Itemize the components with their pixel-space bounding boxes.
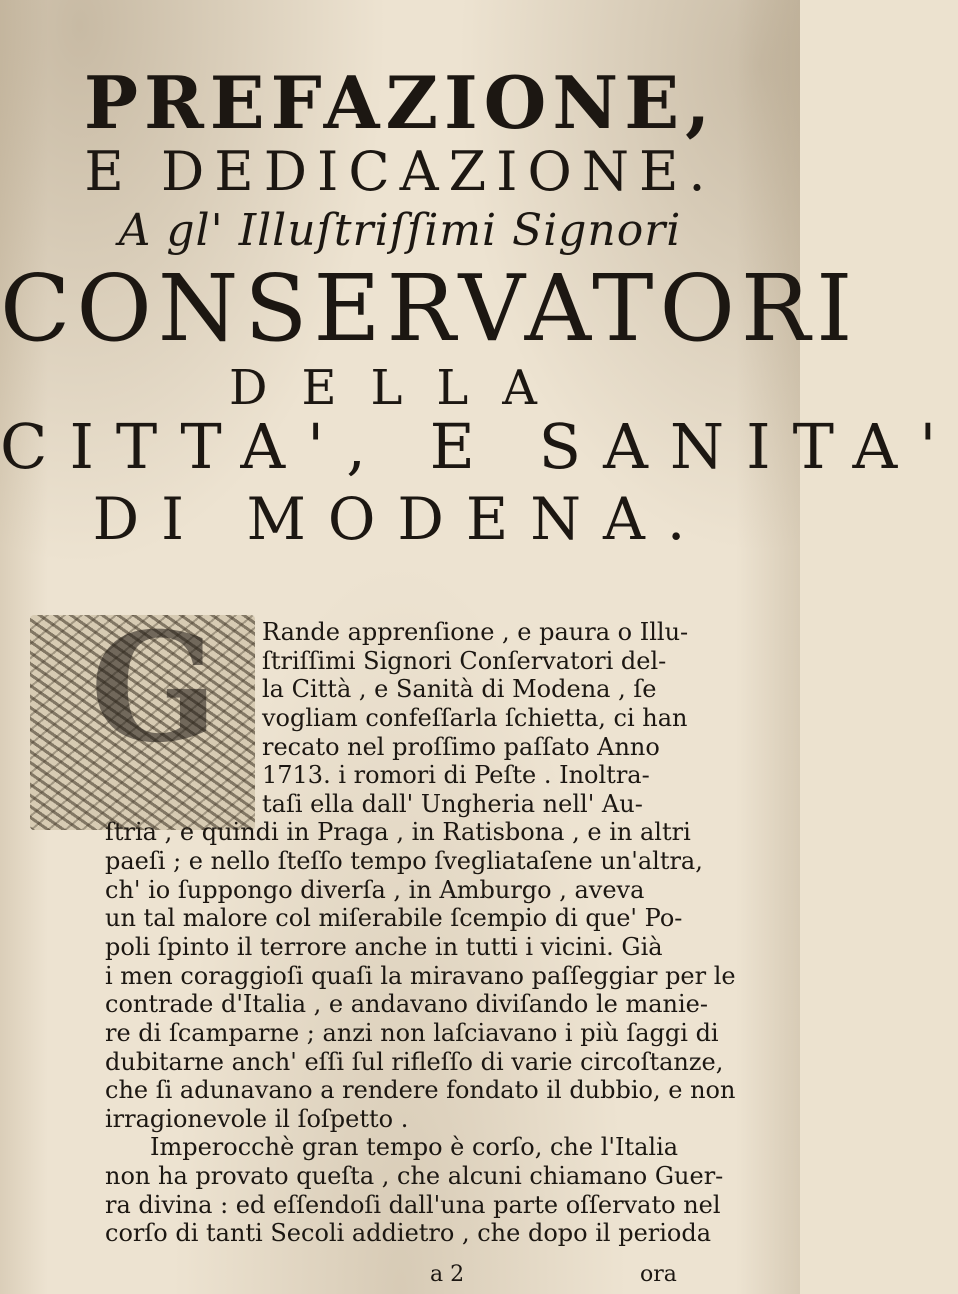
text-line: un tal malore col miſerabile ſcempio di que' Po- [105,904,683,933]
text-line: ſtria , e quindi in Praga , in Ratisbona , e in altri [105,818,691,847]
text-line: taſi ella dall' Ungheria nell' Au- [262,789,643,818]
text-line: 1713. i romori di Peſte . Inoltra- [262,761,650,790]
title-citta-sanita: CITTA', E SANITA' [0,410,958,483]
title-della: DELLA [229,360,571,416]
text-line: ra divina : ed eſſendoſi dall'una parte oſſervato nel [105,1190,721,1219]
title-dedicazione: E DEDICAZIONE. [84,140,716,203]
signature-mark: a 2 [430,1262,465,1287]
text-line: corſo di tanti Secoli addietro , che dopo il perioda [105,1219,712,1248]
text-line: recato nel proſſimo paſſato Anno [262,732,660,761]
text-line: Rande apprenſione , e paura o Illu- [262,618,689,646]
title-prefazione: PREFAZIONE, [83,60,717,145]
title-di-modena: DI MODENA. [92,485,708,553]
text-line: non ha provato queſta , che alcuni chiamano Guer- [105,1162,724,1191]
text-line: vogliam confeſſarla ſchietta, ci han [262,703,688,732]
text-line: contrade d'Italia , e andavano diviſando le manie- [105,990,708,1019]
text-line: dubitarne anch' eſſi ſul rifleſſo di varie circoſtanze, [105,1047,724,1076]
text-line: re di ſcamparne ; anzi non laſciavano i più ſaggi di [105,1018,719,1047]
text-line: Imperocchè gran tempo è corſo, che l'Italia [150,1133,679,1162]
text-line: che ſi adunavano a rendere fondato il dubbio, e non [105,1076,736,1105]
text-line: la Città , e Sanità di Modena , ſe [262,675,657,704]
text-line: i men coraggioſi quaſi la miravano paſſeggiar per le [105,961,736,990]
text-line: paeſi ; e nello ſteſſo tempo ſvegliataſene un'altra, [105,847,703,876]
decorated-initial-letter: G [90,600,219,776]
text-line: poli ſpinto il terrore anche in tutti i vicini. Già [105,933,663,961]
title-conservatori: CONSERVATORI [0,255,859,362]
text-line: ſtriſſimi Signori Conſervatori del- [262,646,667,675]
text-line: irragionevole il ſoſpetto . [105,1104,409,1133]
title-dedication-to: A gl' Illuſtriſſimi Signori [118,205,682,256]
text-line: ch' io ſuppongo diverſa , in Amburgo , aveva [105,875,645,904]
catchword: ora [640,1262,677,1287]
